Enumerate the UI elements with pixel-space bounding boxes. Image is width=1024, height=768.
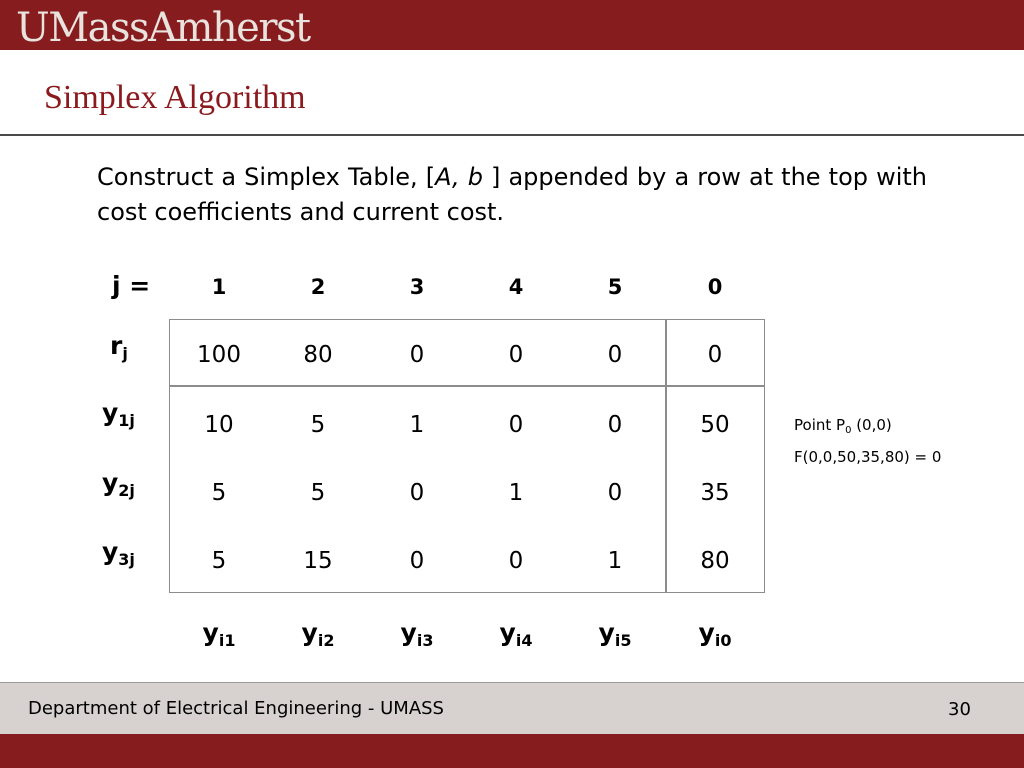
point-note: Point $P_0$ (0,0) xyxy=(794,416,892,436)
intro-text: Construct a Simplex Table, [A, b ] appended by a row at the top with cost coefficients and current cost. xyxy=(97,163,927,226)
table-cell: 1 xyxy=(409,412,425,438)
column-vector-label: $y_{i2}$ xyxy=(301,618,335,650)
row-label-rj: $r_j$ xyxy=(110,331,128,363)
matrix-a: A xyxy=(435,163,452,191)
rhs-column-divider xyxy=(665,319,667,593)
vector-b: b xyxy=(467,163,483,191)
column-vector-label: $y_{i0}$ xyxy=(698,618,732,650)
footer-banner xyxy=(0,734,1024,768)
table-cell: 80 xyxy=(700,548,730,574)
table-cell: 5 xyxy=(211,548,227,574)
column-vector-label: $y_{i1}$ xyxy=(202,618,236,650)
table-cell: 0 xyxy=(607,342,623,368)
column-header: 1 xyxy=(211,275,227,299)
column-header: 2 xyxy=(310,275,326,299)
table-cell: 0 xyxy=(607,480,623,506)
table-cell: 0 xyxy=(707,342,723,368)
table-cell: 80 xyxy=(303,342,333,368)
column-header: 5 xyxy=(607,275,623,299)
title-divider xyxy=(0,134,1024,136)
row-label-y2j: $y_{2j}$ xyxy=(102,468,135,500)
table-cell: 1 xyxy=(508,480,524,506)
table-cell: 0 xyxy=(508,412,524,438)
column-vector-label: $y_{i3}$ xyxy=(400,618,434,650)
table-cell: 5 xyxy=(310,480,326,506)
column-header: 3 xyxy=(409,275,425,299)
table-cell: 0 xyxy=(508,342,524,368)
column-header: 4 xyxy=(508,275,524,299)
column-vector-label: $y_{i5}$ xyxy=(598,618,632,650)
table-cell: 0 xyxy=(508,548,524,574)
table-cell: 35 xyxy=(700,480,730,506)
page-number: 30 xyxy=(948,699,971,720)
table-cell: 100 xyxy=(197,342,241,368)
table-cell: 0 xyxy=(409,342,425,368)
table-cell: 1 xyxy=(607,548,623,574)
column-vector-label: $y_{i4}$ xyxy=(499,618,533,650)
table-cell: 0 xyxy=(409,480,425,506)
row-label-y3j: $y_{3j}$ xyxy=(102,537,135,569)
column-header: 0 xyxy=(707,275,723,299)
table-cell: 5 xyxy=(211,480,227,506)
objective-value-note: F(0,0,50,35,80) = 0 xyxy=(794,448,942,466)
umass-logo: UMassAmherst xyxy=(16,5,310,51)
column-index-label: j = xyxy=(112,271,151,300)
row-label-y1j: $y_{1j}$ xyxy=(102,398,135,430)
table-cell: 0 xyxy=(607,412,623,438)
table-cell: 15 xyxy=(303,548,333,574)
table-cell: 5 xyxy=(310,412,326,438)
table-cell: 10 xyxy=(204,412,234,438)
cost-row-divider xyxy=(169,385,765,387)
table-cell: 0 xyxy=(409,548,425,574)
slide-title: Simplex Algorithm xyxy=(44,79,306,116)
footer-department: Department of Electrical Engineering - UMASS xyxy=(28,698,444,719)
table-cell: 50 xyxy=(700,412,730,438)
